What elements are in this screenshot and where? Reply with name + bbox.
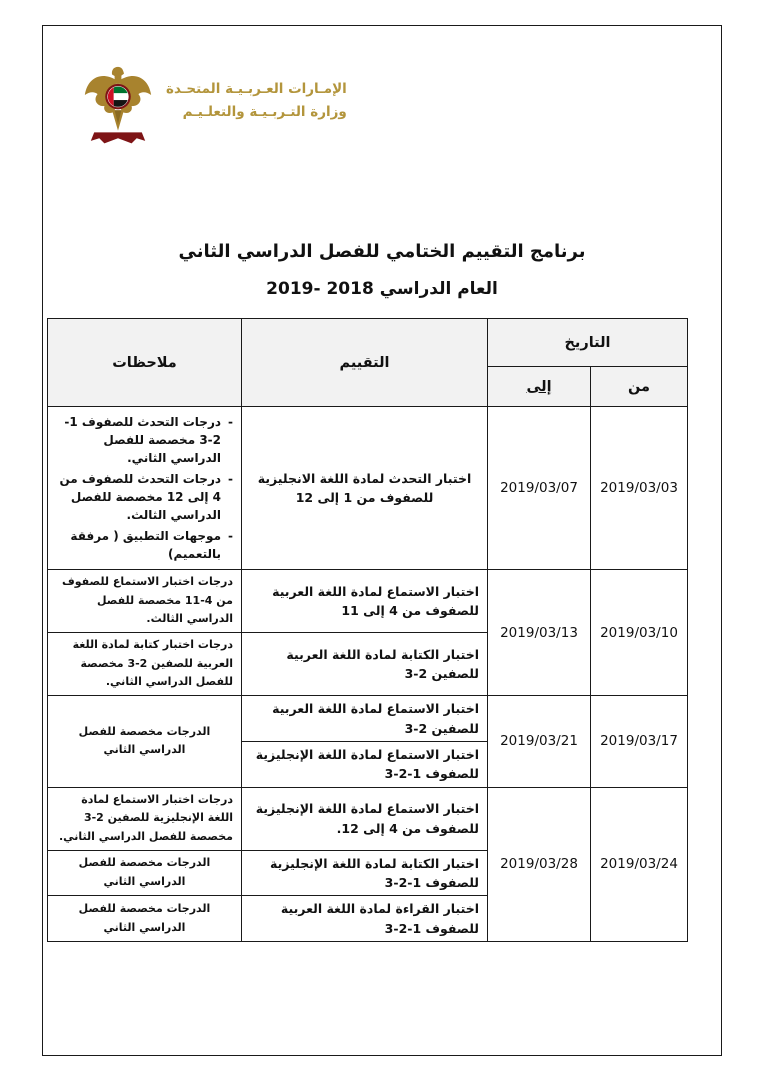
notes-cell: درجات اختبار كتابة لمادة اللغة العربية للصفين 2-3 مخصصة للفصل الدراسي الثاني.	[48, 633, 242, 696]
assessment-cell: اختبار الكتابة لمادة اللغة العربية للصفين 2-3	[242, 633, 488, 696]
date-from-cell: 2019/03/03	[591, 407, 688, 570]
ministry-logo-block	[84, 64, 347, 148]
notes-cell: الدرجات مخصصة للفصل الدراسي الثاني	[48, 896, 242, 942]
date-from-cell: 2019/03/17	[591, 696, 688, 788]
ministry-name-line1: الإمـارات العـربـيـة المتحـدة	[166, 81, 347, 97]
date-from-cell: 2019/03/10	[591, 570, 688, 696]
notes-cell: درجات اختبار الاستماع لمادة اللغة الإنجليزية للصفين 2-3 مخصصة للفصل الدراسي الثاني.	[48, 787, 242, 850]
assessment-cell: اختبار الاستماع لمادة اللغة الإنجليزية للصفوف 1-2-3	[242, 741, 488, 787]
date-to-cell: 2019/03/21	[488, 696, 591, 788]
assessment-cell: اختبار الاستماع لمادة اللغة الإنجليزية للصفوف من 4 إلى 12.	[242, 787, 488, 850]
table-row	[48, 570, 688, 633]
assessment-cell: اختبار الكتابة لمادة اللغة الإنجليزية للصفوف 1-2-3	[242, 850, 488, 896]
bullet-dash: -	[228, 529, 233, 543]
header-notes: ملاحظات	[48, 319, 242, 407]
date-from-cell: 2019/03/24	[591, 787, 688, 942]
assessment-cell: اختبار التحدث لمادة اللغة الانجليزية للصفوف من 1 إلى 12	[242, 407, 488, 570]
assessment-schedule-table	[47, 318, 688, 942]
notes-cell: الدرجات مخصصة للفصل الدراسي الثاني	[48, 696, 242, 788]
note-text: موجهات التطبيق ( مرفقة بالتعميم)	[70, 529, 222, 561]
bullet-dash: -	[228, 472, 233, 486]
date-to-cell: 2019/03/13	[488, 570, 591, 696]
note-item	[56, 470, 233, 524]
document-title: برنامج التقييم الختامي للفصل الدراسي الثاني	[178, 241, 586, 262]
notes-cell: درجات اختبار الاستماع للصفوف من 4-11 مخصصة للفصل الدراسي الثالث.	[48, 570, 242, 633]
bullet-dash: -	[228, 415, 233, 429]
header-date: التاريخ	[488, 319, 688, 367]
ministry-name	[166, 64, 347, 124]
uae-coat-of-arms-icon	[84, 64, 152, 148]
note-item	[56, 413, 233, 467]
notes-cell	[48, 407, 242, 570]
header-date-to: إلى	[488, 367, 591, 407]
ministry-name-line2: وزارة التـربـيـة والتعلـيـم	[182, 104, 347, 120]
assessment-cell: اختبار الاستماع لمادة اللغة العربية للصفين 2-3	[242, 696, 488, 742]
date-to-cell: 2019/03/07	[488, 407, 591, 570]
notes-cell: الدرجات مخصصة للفصل الدراسي الثاني	[48, 850, 242, 896]
assessment-cell: اختبار الاستماع لمادة اللغة العربية للصفوف من 4 إلى 11	[242, 570, 488, 633]
table-row	[48, 696, 688, 742]
table-row	[48, 787, 688, 850]
assessment-cell: اختبار القراءة لمادة اللغة العربية للصفوف 1-2-3	[242, 896, 488, 942]
header-assessment: التقييم	[242, 319, 488, 407]
table-row	[48, 407, 688, 570]
header-date-from: من	[591, 367, 688, 407]
document-subtitle: العام الدراسي 2018 -2019	[266, 279, 498, 299]
note-text: درجات التحدث للصفوف من 4 إلى 12 مخصصة للفصل الدراسي الثالث.	[59, 472, 222, 522]
note-text: درجات التحدث للصفوف 1-2-3 مخصصة للفصل الدراسي الثاني.	[64, 415, 222, 465]
date-to-cell: 2019/03/28	[488, 787, 591, 942]
note-item	[56, 527, 233, 563]
